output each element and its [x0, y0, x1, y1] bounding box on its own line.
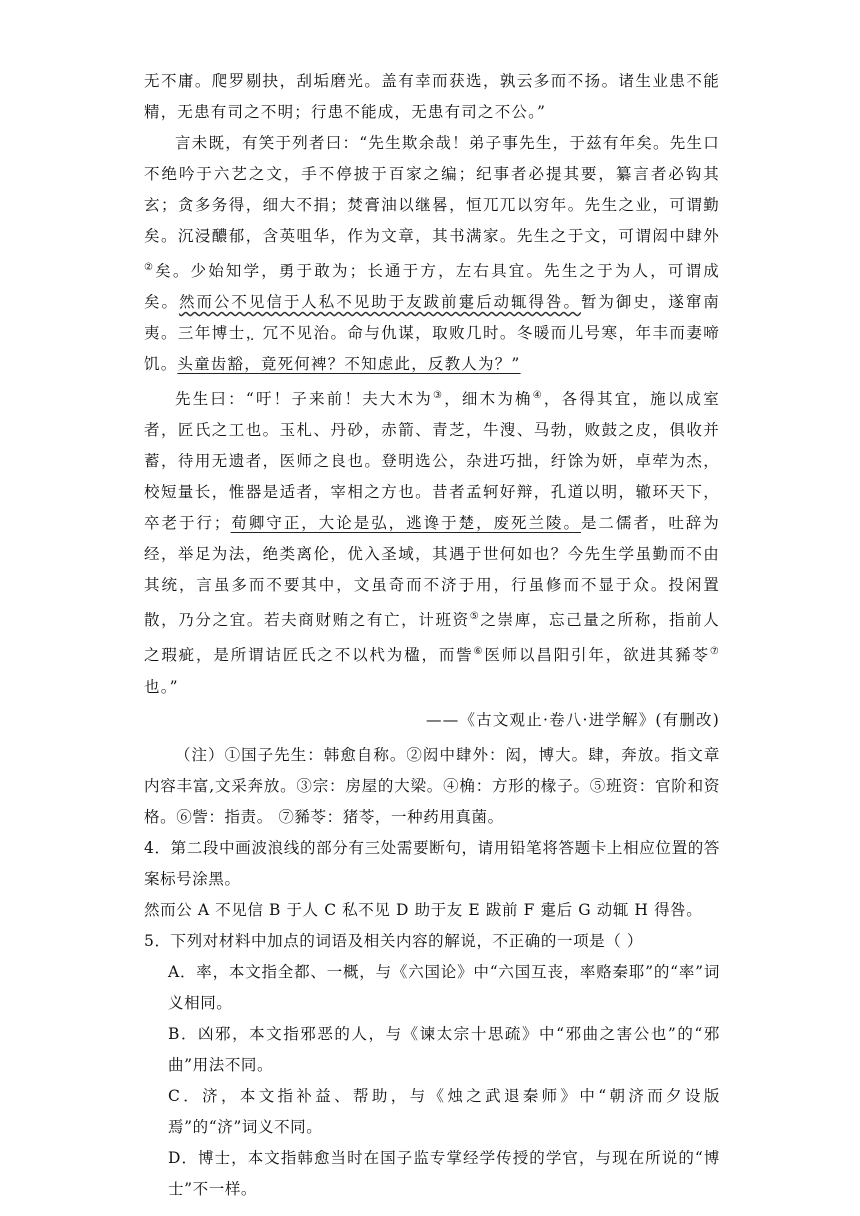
- passage-source: ——《古文观止·卷八·进学解》(有删改): [426, 710, 720, 729]
- p3-text-c: ，各得其宜，施以成室者，匠氏之工也。玉札、丹砂，赤箭、青芝，牛溲、马勃，败鼓之皮，俱收并蓄，待用无遗者，医师之良也。登明选公，杂进巧拙，纡馀为妍，卓荦为杰，校短量长，惟器是适者，宰相之方也。昔者孟轲好辩，孔道以明，辙环天下，卒老于行；: [144, 390, 720, 533]
- footnote-mark-3: ③: [433, 390, 445, 402]
- p3-text-g: 医师以昌阳引年，欲进其豨苓: [484, 646, 710, 665]
- emphasis-dot-ji: 济: [441, 576, 459, 595]
- p2-text-c: 暂为御史，遂窜南夷。三年博: [144, 293, 720, 343]
- passage-paragraph-1: 无不庸。爬罗剔抉，刮垢磨光。盖有幸而获选，孰云多而不扬。诸生业患不能精，无患有司之不明；行患不能成，无患有司之不公。”: [144, 72, 720, 121]
- question-5-option-b: B．凶邪，本文指邪恶的人，与《谏太宗十思疏》中“邪曲之害公也”的“邪曲”用法不同。: [168, 1024, 720, 1074]
- question-5-option-a: A．率，本文指全都、一概，与《六国论》中“六国互丧，率赂秦耶”的“率”词义相同。: [168, 962, 720, 1012]
- annotation-notes: （注）①国子先生：韩愈自称。②闳中肆外：闳，博大。肆，奔放。指文章内容丰富,文采奔放。③宗：房屋的大梁。④桷：方形的椽子。⑤班资：官阶和资格。⑥訾：指责。 ⑦豨苓：猪苓，一种药用真菌。: [144, 745, 720, 826]
- footnote-mark-6: ⑥: [473, 646, 485, 658]
- wavy-underlined-sentence: 然而公不见信于人私不见助于友跋前疐后动辄得咎。: [178, 293, 581, 312]
- footnote-mark-7: ⑦: [709, 646, 720, 658]
- emphasis-dot-shi: 士: [228, 324, 246, 343]
- question-4-stem: 4．第二段中画波浪线的部分有三处需要断句，请用铅笔将答题卡上相应位置的答案标号涂黑。: [144, 838, 720, 888]
- p2-text-d: ，冗不见治。命与仇谋，取败几时。冬暖而儿号寒，年丰而妻啼饥。: [144, 324, 720, 374]
- p3-text-f: 之崇庳，忘己量之所称，指前人之瑕疵，是所谓诘匠氏之不以杙为楹，而訾: [144, 611, 720, 665]
- p3-text-b: ，细木为桷: [444, 390, 533, 409]
- question-5-option-d: D．博士，本文指韩愈当时在国子监专掌经学传授的学官，与现在所说的“博士”不一样。: [168, 1148, 720, 1198]
- p3-text-e: 于用，行虽修而不显于众。投闲置散，乃分之宜。若夫商财贿之有亡，计班资: [144, 576, 720, 630]
- question-5-option-c: C．济，本文指补益、帮助，与《烛之武退秦师》中“朝济而夕设版焉”的“济”词义不同。: [168, 1086, 720, 1136]
- p2-text-a: 言未既，有笑于列者曰：“先生欺余哉！弟子事先生，于兹有年矣。先生口不绝吟于六艺之文，手不停披于百家之编；纪事者必提其要，纂言者必钩其玄；贪多务得，细大不捐；焚膏油以继晷，恒兀兀以穷年。先生之业，可谓勤矣。沉浸醲郁，含英咀华，作为文章，其书满家。先生之于文，可谓闳中肆外: [144, 134, 720, 245]
- footnote-mark-5: ⑤: [469, 611, 481, 623]
- p3-text-a: 先生曰：“吁！子来前！夫大木为: [175, 390, 434, 409]
- question-4-sentence: 然而公 A 不见信 B 于人 C 私不见 D 助于友 E 跋前 F 疐后 G 动辄 H 得咎。: [144, 900, 703, 919]
- p3-text-h: 也。”: [144, 677, 179, 696]
- underlined-sentence-1: 头童齿豁，竟死何裨？不知虑此，反教人为？”: [177, 355, 521, 374]
- underlined-sentence-2: 荀卿守正，大论是弘，逃谗于楚，废死兰陵。: [230, 514, 581, 533]
- passage-paragraph-2: [144, 128, 720, 380]
- p3-text-d: 是二儒者，吐辞为经，举足为法，绝类离伦，优入圣域，其遇于世何如也？今先生学虽勤而不由其统，言虽多而不要其中，文虽奇而不: [144, 514, 720, 595]
- footnote-mark-4: ④: [532, 390, 544, 402]
- question-5-stem: 5．下列对材料中加点的词语及相关内容的解说，不正确的一项是（ ）: [144, 931, 643, 950]
- p2-text-b: 矣。少始知学，勇于敢为；长通于方，左右具宜。先生之于为人，可谓成矣。: [144, 262, 720, 312]
- passage-paragraph-3: [144, 380, 720, 702]
- footnote-mark-2: ②: [144, 262, 156, 273]
